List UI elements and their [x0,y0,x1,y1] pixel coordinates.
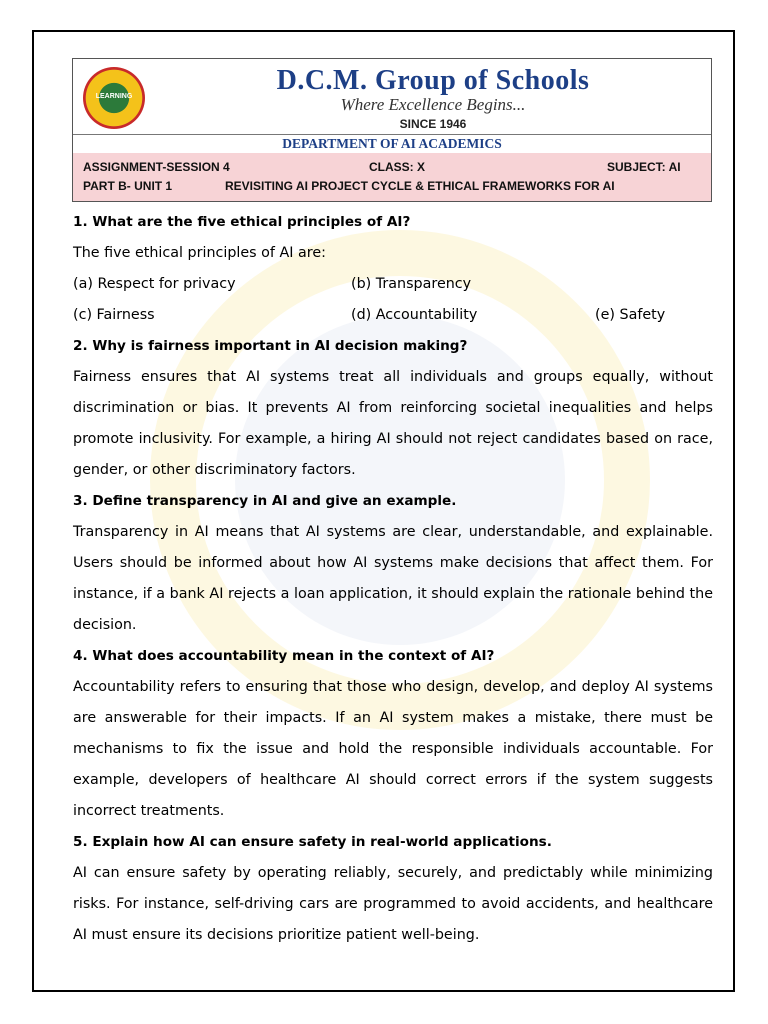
question-2: 2. Why is fairness important in AI decision making? [73,338,468,354]
school-logo [83,67,145,129]
question-3: 3. Define transparency in AI and give an example. [73,493,457,509]
assignment-info-box [73,153,711,201]
answer-4: Accountability refers to ensuring that those who design, develop, and deploy AI systems are answerable for their impacts. If an AI system makes a mistake, there must be mechanisms to fix the issue and hold the responsible individuals accountable. For example, developers of healthcare AI should correct errors if the system suggests incorrect treatments. [73,679,713,819]
option-b: (b) Transparency [351,276,472,292]
since-label: SINCE 1946 [399,117,467,131]
question-5: 5. Explain how AI can ensure safety in real-world applications. [73,834,552,850]
question-1: 1. What are the five ethical principles of AI? [73,214,411,230]
department-title: DEPARTMENT OF AI ACADEMICS [73,134,711,154]
document-header [72,58,712,202]
unit-title: REVISITING AI PROJECT CYCLE & ETHICAL FRAMEWORKS FOR AI [225,179,615,193]
school-tagline: Where Excellence Begins... [340,95,526,114]
option-c: (c) Fairness [73,307,155,323]
question-4: 4. What does accountability mean in the context of AI? [73,648,495,664]
school-name: D.C.M. Group of Schools [276,65,590,96]
option-e: (e) Safety [595,307,666,323]
assignment-label: ASSIGNMENT-SESSION 4 [83,160,230,174]
logo-text: LEARNING [95,93,133,100]
option-a: (a) Respect for privacy [73,276,236,292]
q1-options-row-1 [73,269,713,300]
answer-3: Transparency in AI means that AI systems are clear, understandable, and explainable. Users should be informed about how AI systems make decisions that affect them. For instance, if a bank AI rejects a loan application, it should explain the rationale behind the decision. [73,524,713,633]
q1-intro [73,238,713,269]
subject-label: SUBJECT: AI [607,160,681,174]
q1-intro-text: The five ethical principles of AI are: [73,245,326,261]
class-label: CLASS: X [369,160,426,174]
assignment-content [73,207,713,951]
answer-2: Fairness ensures that AI systems treat all individuals and groups equally, without discrimination or bias. It prevents AI from reinforcing societal inequalities and helps promote inclusivity. For example, a hiring AI should not reject candidates based on race, gender, or other discriminatory factors. [73,369,713,478]
answer-5: AI can ensure safety by operating reliably, securely, and predictably while minimizing risks. For instance, self-driving cars are programmed to avoid accidents, and healthcare AI must ensure its decisions prioritize patient well-being. [73,865,713,943]
option-d: (d) Accountability [351,307,478,323]
part-label: PART B- UNIT 1 [83,179,173,193]
header-top [73,59,711,134]
q1-options-row-2 [73,300,713,331]
